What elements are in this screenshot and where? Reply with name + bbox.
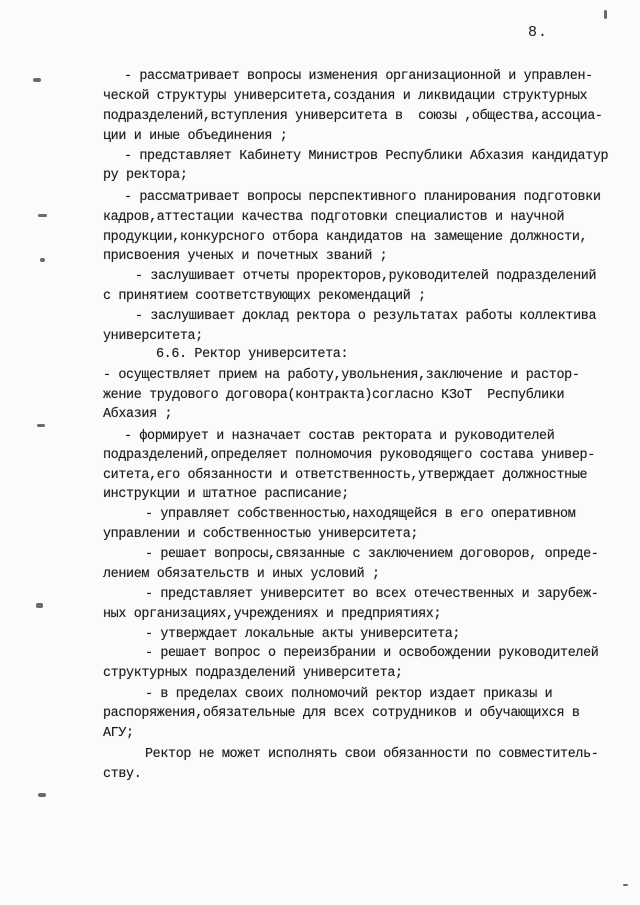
text-line: присвоения ученых и почетных званий ;: [103, 249, 388, 264]
text-line: ству.: [103, 767, 142, 782]
text-line: ру ректора;: [103, 168, 188, 183]
page-number: 8.: [528, 24, 549, 41]
scan-speck: [37, 424, 45, 427]
text-line: продукции,конкурсного отбора кандидатов на замещение должности,: [103, 230, 588, 245]
text-line: ции и иные объединения ;: [103, 129, 288, 144]
text-line: - представляет университет во всех отечественных и зарубеж-: [145, 587, 599, 602]
text-line: распоряжения,обязательные для всех сотрудников и обучающихся в: [103, 706, 580, 721]
text-line: - в пределах своих полномочий ректор издает приказы и: [145, 687, 553, 702]
text-line: - осуществляет прием на работу,увольнения,заключение и растор-: [103, 368, 580, 383]
text-line: кадров,аттестации качества подготовки специалистов и научной: [103, 210, 565, 225]
text-line: подразделений,вступления университета в союзы ,общества,ассоциа-: [103, 109, 603, 124]
text-line: инструкции и штатное расписание;: [103, 487, 349, 502]
text-line: - заслушивает доклад ректора о результатах работы коллектива: [135, 309, 597, 324]
text-line: управлении и собственностью университета;: [103, 527, 419, 542]
text-line: - решает вопрос о переизбрании и освобождении руководителей: [145, 646, 599, 661]
text-line: - управляет собственностью,находящейся в его оперативном: [145, 507, 576, 522]
section-heading: 6.6. Ректор университета:: [156, 347, 349, 362]
text-line: АГУ;: [103, 726, 134, 741]
scan-speck: [38, 793, 46, 797]
text-line: - формирует и назначает состав ректората и руководителей: [124, 429, 555, 444]
scan-speck: [33, 78, 41, 82]
text-line: - заслушивает отчеты проректоров,руководителей подразделений: [135, 269, 597, 284]
text-line: ческой структуры университета,создания и ликвидации структурных: [103, 89, 588, 104]
scan-speck: [36, 603, 43, 608]
text-line: Абхазия ;: [103, 407, 173, 422]
text-line: - решает вопросы,связанные с заключением договоров, опреде-: [145, 547, 599, 562]
text-line: - рассматривает вопросы перспективного планирования подготовки: [124, 190, 601, 205]
scan-speck: [38, 214, 47, 217]
scan-speck: [40, 258, 45, 262]
text-line: подразделений,определяет полномочия руководящего состава универ-: [103, 448, 595, 463]
scan-speck: [604, 10, 607, 19]
text-line: Ректор не может исполнять свои обязанности по совместитель-: [145, 747, 599, 762]
text-line: университета;: [103, 329, 203, 344]
text-line: структурных подразделений университета;: [103, 666, 403, 681]
text-line: - рассматривает вопросы изменения организационной и управлен-: [124, 69, 593, 84]
text-line: жение трудового договора(контракта)согласно КЗоТ Республики: [103, 388, 565, 403]
text-line: лением обязательств и иных условий ;: [103, 567, 380, 582]
scan-speck: [623, 884, 628, 886]
text-line: - утверждает локальные акты университета;: [145, 627, 461, 642]
text-line: с принятием соответствующих рекомендаций ;: [103, 289, 426, 304]
text-line: ситета,его обязанности и ответственность,утверждает должностные: [103, 468, 588, 483]
text-line: ных организациях,учреждениях и предприятиях;: [103, 607, 442, 622]
text-line: - представляет Кабинету Министров Республики Абхазия кандидатур: [124, 149, 609, 164]
